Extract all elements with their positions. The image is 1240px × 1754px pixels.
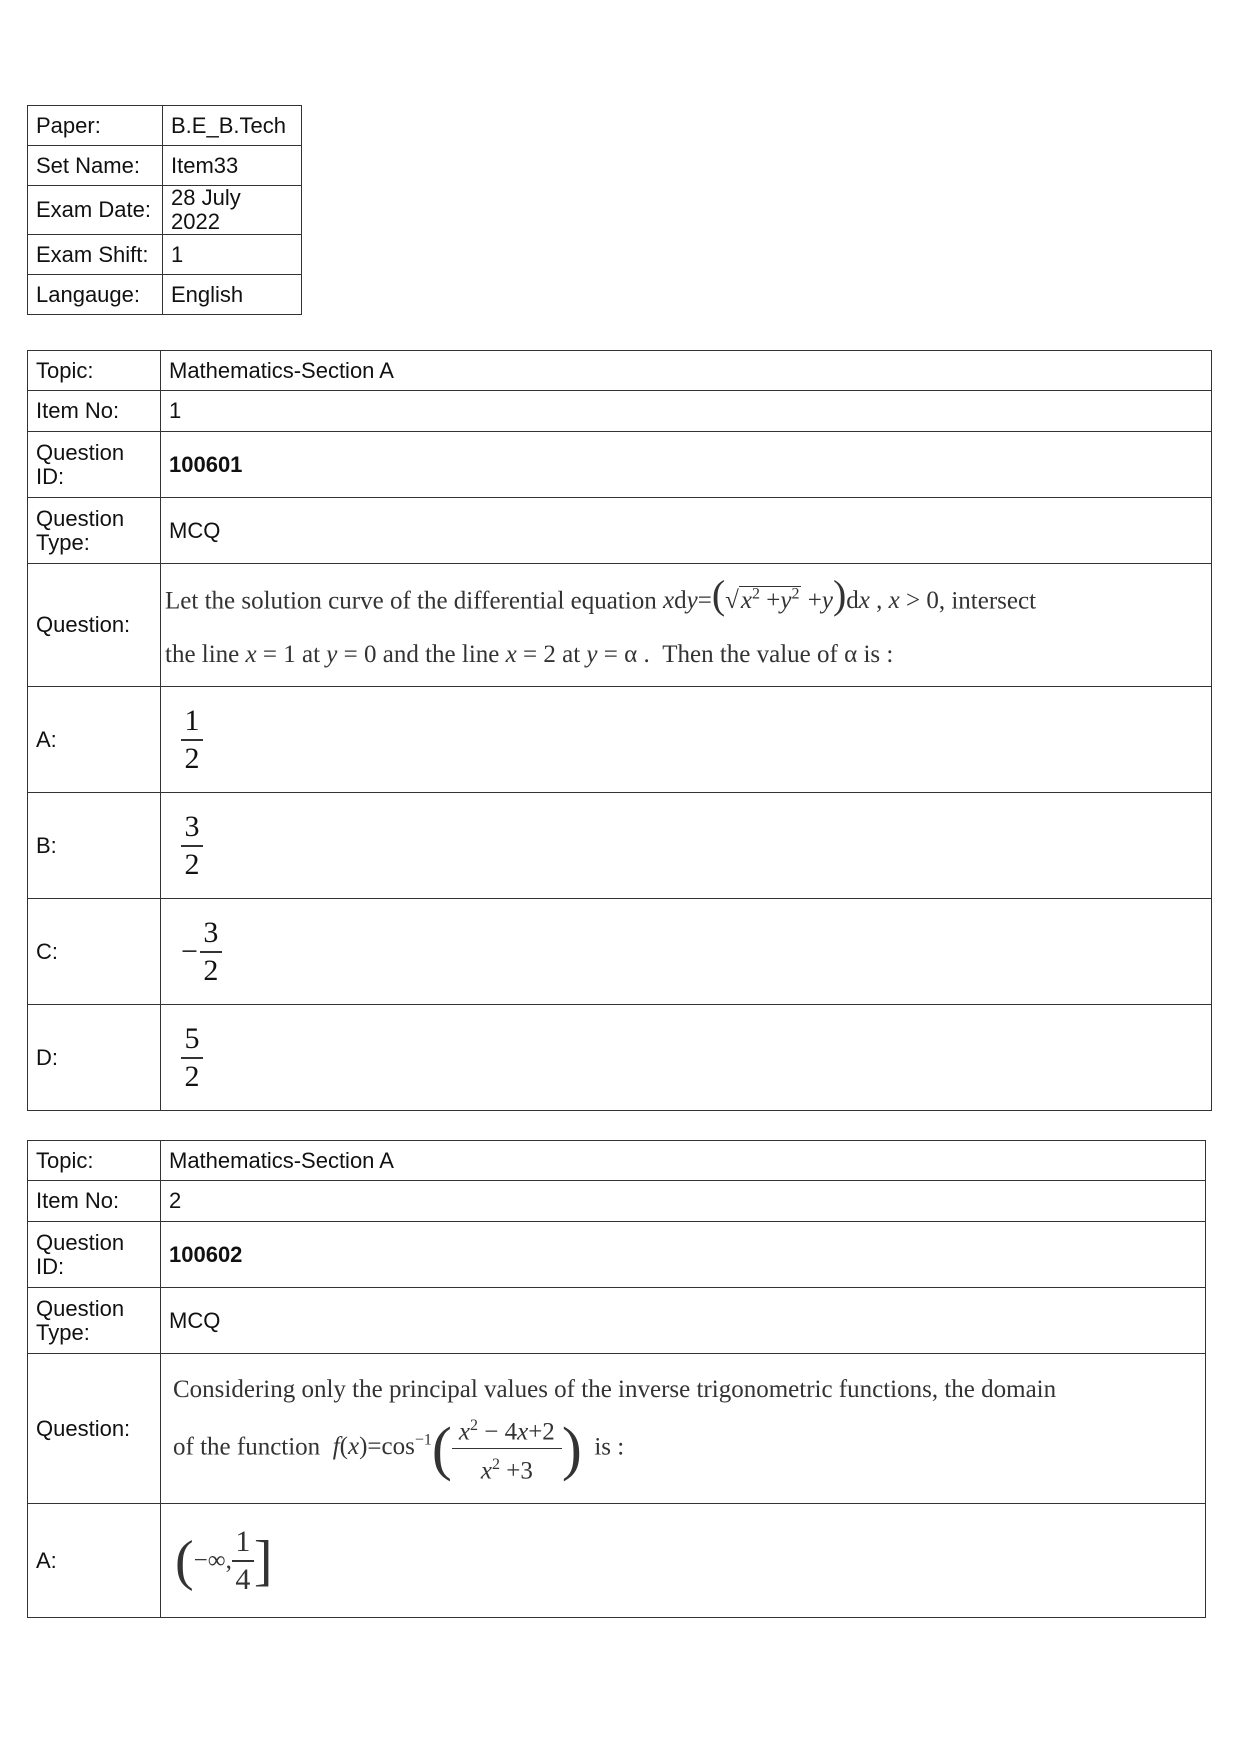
question-id-value: 100601 — [161, 432, 1212, 498]
topic-value: Mathematics-Section A — [161, 351, 1212, 391]
question-label: Question: — [28, 564, 161, 687]
question-row — [28, 564, 1212, 687]
function-expression: $f(x)=\cos^{-1}$( $\frac{x^2 - 4x+2}{x^2 +3}$ ) — [332, 1415, 582, 1485]
question-id-value: 100602 — [161, 1222, 1206, 1288]
meta-key: Exam Date: — [28, 186, 163, 235]
question-text — [161, 1354, 1206, 1504]
question-type-value: MCQ — [161, 1288, 1206, 1354]
meta-key: Exam Shift: — [28, 235, 163, 275]
option-value: (−∞, $\frac{1}{4}$ ] — [161, 1504, 1206, 1618]
topic-label: Topic: — [28, 351, 161, 391]
question-text-part: at — [562, 641, 581, 669]
item-row — [28, 391, 1212, 432]
question-1-table — [27, 350, 1212, 1111]
question-type-row — [28, 498, 1212, 564]
question-type-label: Question Type: — [28, 498, 161, 564]
topic-label: Topic: — [28, 1141, 161, 1181]
meta-value: Item33 — [163, 146, 302, 186]
option-row-c — [28, 899, 1212, 1005]
fraction: $\frac{1}{4}$ — [232, 1524, 254, 1598]
meta-row — [28, 106, 302, 146]
option-row-a — [28, 1504, 1206, 1618]
question-2-table — [27, 1140, 1206, 1618]
question-type-label: Question Type: — [28, 1288, 161, 1354]
question-label: Question: — [28, 1354, 161, 1504]
meta-key: Langauge: — [28, 275, 163, 315]
option-label: B: — [28, 793, 161, 899]
question-id-row — [28, 1222, 1206, 1288]
fraction: $\frac{5}{2}$ — [181, 1021, 203, 1095]
question-text-part: at — [302, 641, 321, 669]
question-text-part: , intersect — [938, 587, 1037, 615]
meta-row — [28, 235, 302, 275]
item-value: 1 — [161, 391, 1212, 432]
exam-meta-table — [27, 105, 302, 315]
question-id-label: Question ID: — [28, 432, 161, 498]
option-label: A: — [28, 1504, 161, 1618]
meta-value: English — [163, 275, 302, 315]
topic-row — [28, 1141, 1206, 1181]
question-id-label: Question ID: — [28, 1222, 161, 1288]
meta-key: Set Name: — [28, 146, 163, 186]
question-id-row — [28, 432, 1212, 498]
option-row-d — [28, 1005, 1212, 1111]
question-text-part: and the line — [382, 641, 500, 669]
question-text: Let the solution curve of the differential equation $xdy=(√x^2 +y^2 +y)dx$ , x > 0, intersect the line x = 1 at y = 0 and the line x = 2 at y = α . Then the value of α is : — [161, 564, 1212, 687]
fraction: $\frac{1}{2}$ — [181, 703, 203, 777]
meta-value: 28 July 2022 — [163, 186, 302, 235]
question-text-part: the line — [165, 641, 240, 669]
topic-value: Mathematics-Section A — [161, 1141, 1206, 1181]
meta-value: 1 — [163, 235, 302, 275]
item-label: Item No: — [28, 391, 161, 432]
item-value: 2 — [161, 1181, 1206, 1222]
meta-row — [28, 186, 302, 235]
meta-row — [28, 275, 302, 315]
option-value — [161, 687, 1212, 793]
fraction: $\frac{3}{2}$ — [181, 809, 203, 883]
question-text-part: of the function — [173, 1433, 321, 1461]
question-text-part: is : — [594, 1433, 625, 1461]
meta-value: B.E_B.Tech — [163, 106, 302, 146]
meta-key: Paper: — [28, 106, 163, 146]
question-row — [28, 1354, 1206, 1504]
option-label: C: — [28, 899, 161, 1005]
meta-row — [28, 146, 302, 186]
question-type-row — [28, 1288, 1206, 1354]
item-label: Item No: — [28, 1181, 161, 1222]
topic-row — [28, 351, 1212, 391]
question-text-part: Then the value of α is : — [662, 641, 894, 669]
item-row — [28, 1181, 1206, 1222]
fraction: $\frac{3}{2}$ — [200, 915, 222, 989]
option-row-b — [28, 793, 1212, 899]
option-label: D: — [28, 1005, 161, 1111]
option-label: A: — [28, 687, 161, 793]
differential-equation: $xdy=(√x^2 +y^2 +y)dx$ , x > 0 — [663, 572, 939, 618]
option-value — [161, 899, 1212, 1005]
question-type-value: MCQ — [161, 498, 1212, 564]
option-value — [161, 793, 1212, 899]
option-row-a — [28, 687, 1212, 793]
question-text-part: Considering only the principal values of the inverse trigonometric functions, the domain — [173, 1375, 1057, 1403]
question-text-part: Let the solution curve of the differential equation — [165, 587, 657, 615]
minus-sign: − — [181, 934, 198, 968]
interval-start: −∞, — [193, 1546, 232, 1574]
option-value — [161, 1005, 1212, 1111]
